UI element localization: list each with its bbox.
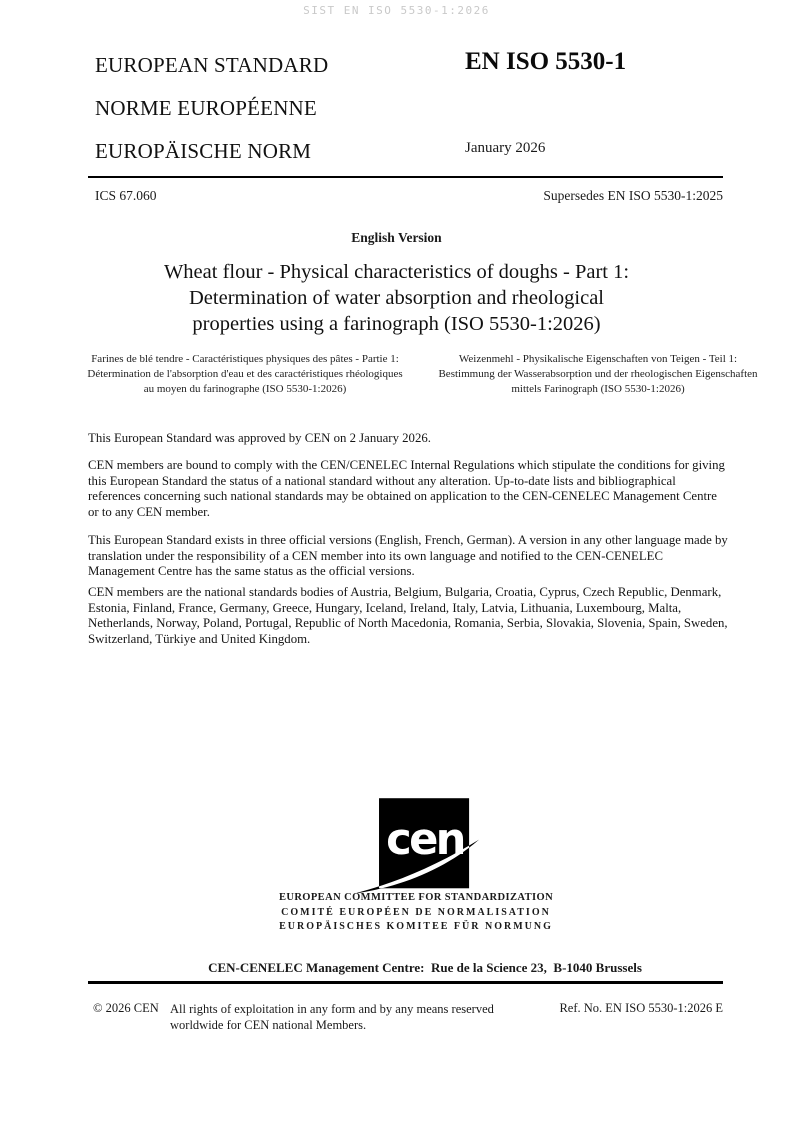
standard-title-french: Farines de blé tendre - Caractéristiques physiques des pâtes - Partie 1: Détermination de l'absorption d'eau et des caractéristiques rhéologiques au moyen du farinographe (ISO 5530-1:2026)	[87, 353, 403, 395]
ics-code: ICS 67.060	[95, 188, 157, 203]
standard-title-english: Wheat flour - Physical characteristics of doughs - Part 1: Determination of water absorption and rheological properties using a farinograph (ISO 5530-1:2026)	[163, 261, 630, 335]
header-title-fr: NORME EUROPÉENNE	[95, 96, 317, 120]
cen-logo	[352, 798, 479, 893]
committee-names	[88, 891, 744, 935]
reference-number: Ref. No. EN ISO 5530-1:2026 E	[559, 1001, 723, 1015]
regulations-paragraph: CEN members are bound to comply with the CEN/CENELEC Internal Regulations which stipulate the conditions for giving this European Standard the status of a national standard without any alteration. Up-to-date lists and bibliographical references concerning such national standards may be obtained on application to the CEN-CENELEC Management Centre or to any CEN member.	[88, 458, 725, 519]
watermark-text: SIST EN ISO 5530-1:2026	[303, 4, 490, 17]
header-title-de: EUROPÄISCHE NORM	[95, 139, 312, 163]
standard-number: EN ISO 5530-1	[465, 48, 627, 75]
members-paragraph: CEN members are the national standards bodies of Austria, Belgium, Bulgaria, Croatia, Cyprus, Czech Republic, Denmark, Estonia, Finland, France, Germany, Greece, Hungary, Iceland, Ireland, Italy, Latvia, Lithuania, Luxembourg, Malta, Netherlands, Norway, Poland, Portugal, Republic of North Macedonia, Romania, Serbia, Slovakia, Slovenia, Spain, Sweden, Switzerland, Türkiye and United Kingdom.	[88, 585, 728, 646]
publication-date: January 2026	[465, 140, 546, 156]
versions-paragraph: This European Standard exists in three official versions (English, French, German). A version in any other language made by translation under the responsibility of a CEN member into its own language and notified to the CEN-CENELEC Management Centre has the same status as the official versions.	[88, 533, 728, 578]
committee-name-de: EUROPÄISCHES KOMITEE FÜR NORMUNG	[279, 921, 553, 932]
header-divider-rule	[88, 176, 723, 178]
committee-name-fr: COMITÉ EUROPÉEN DE NORMALISATION	[281, 906, 551, 918]
management-centre-line: CEN-CENELEC Management Centre: Rue de la Science 23, B-1040 Brussels	[208, 960, 642, 975]
committee-name-en: EUROPEAN COMMITTEE FOR STANDARDIZATION	[278, 892, 554, 903]
copyright-notice: © 2026 CEN	[93, 1001, 159, 1015]
approval-paragraph: This European Standard was approved by CEN on 2 January 2026.	[88, 431, 431, 445]
supersedes-note: Supersedes EN ISO 5530-1:2025	[543, 188, 723, 203]
footer-divider-rule	[88, 981, 723, 984]
english-version-label: English Version	[351, 230, 442, 245]
header-title-en: EUROPEAN STANDARD	[95, 53, 329, 77]
cen-logo-wordmark: cen	[386, 815, 464, 866]
rights-notice: All rights of exploitation in any form and by any means reserved worldwide for CEN national Members.	[170, 1002, 494, 1032]
standard-title-german: Weizenmehl - Physikalische Eigenschaften von Teigen - Teil 1: Bestimmung der Wasserabsorption und der rheologischen Eigenschaften mittels Farinograph (ISO 5530-1:2026)	[438, 353, 758, 395]
